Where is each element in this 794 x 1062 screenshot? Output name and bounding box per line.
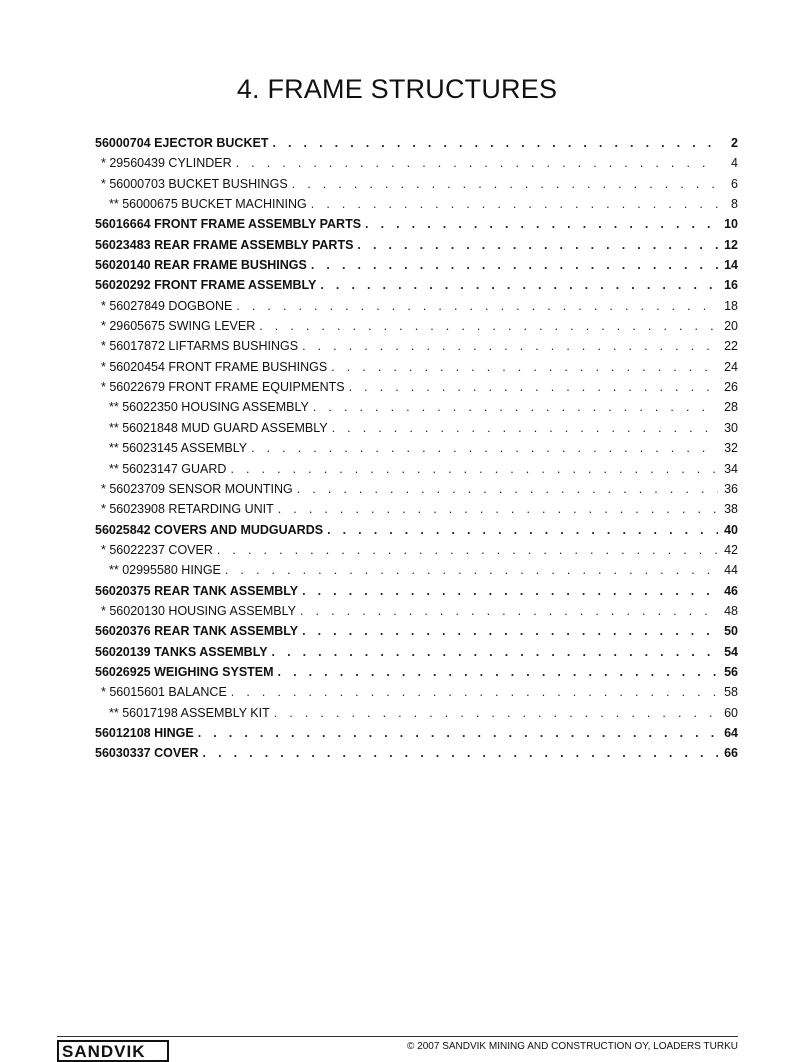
toc-entry[interactable]: [95, 400, 738, 420]
toc-dot-leader: [331, 360, 718, 374]
toc-entry-page-number: 58: [724, 685, 738, 700]
toc-entry[interactable]: [95, 645, 738, 665]
toc-entry-title: ** 56022350 HOUSING ASSEMBLY: [109, 400, 309, 415]
toc-entry[interactable]: [95, 299, 738, 319]
toc-dot-leader: [272, 136, 718, 150]
toc-entry-title: 56023483 REAR FRAME ASSEMBLY PARTS: [95, 237, 354, 252]
toc-entry-page-number: 18: [724, 298, 738, 313]
toc-entry-page-number: 12: [724, 237, 738, 252]
toc-entry-title: ** 02995580 HINGE: [109, 563, 221, 578]
toc-entry[interactable]: [95, 746, 738, 766]
toc-entry[interactable]: [95, 238, 738, 258]
toc-entry[interactable]: [95, 197, 738, 217]
toc-entry-page-number: 40: [724, 522, 738, 537]
toc-entry-title: * 56022237 COVER: [101, 542, 213, 557]
toc-entry-page-number: 6: [731, 176, 738, 191]
page-footer: [57, 1036, 738, 1061]
toc-entry[interactable]: [95, 441, 738, 461]
toc-entry[interactable]: [95, 380, 738, 400]
toc-dot-leader: [217, 543, 718, 557]
toc-entry[interactable]: [95, 502, 738, 522]
toc-dot-leader: [300, 604, 718, 618]
toc-dot-leader: [297, 482, 718, 496]
toc-dot-leader: [230, 462, 718, 476]
toc-dot-leader: [272, 645, 718, 659]
toc-entry-page-number: 48: [724, 603, 738, 618]
toc-entry[interactable]: [95, 278, 738, 298]
toc-entry-page-number: 54: [724, 644, 738, 659]
toc-entry-title: * 56020454 FRONT FRAME BUSHINGS: [101, 359, 328, 374]
toc-entry-page-number: 24: [724, 359, 738, 374]
toc-entry-title: * 29560439 CYLINDER: [101, 156, 232, 171]
toc-entry-page-number: 46: [724, 583, 738, 598]
toc-entry-title: ** 56000675 BUCKET MACHINING: [109, 197, 307, 212]
footer-copyright: © 2007 SANDVIK MINING AND CONSTRUCTION OY, LOADERS TURKU: [407, 1041, 738, 1052]
toc-entry[interactable]: [95, 685, 738, 705]
toc-entry[interactable]: [95, 217, 738, 237]
toc-entry-page-number: 50: [724, 624, 738, 639]
toc-dot-leader: [302, 339, 718, 353]
toc-entry-title: 56030337 COVER: [95, 746, 199, 761]
toc-entry-page-number: 38: [724, 502, 738, 517]
toc-dot-leader: [302, 584, 718, 598]
toc-entry-title: 56012108 HINGE: [95, 725, 194, 740]
toc-entry-page-number: 44: [724, 563, 738, 578]
toc-dot-leader: [302, 624, 718, 638]
toc-dot-leader: [332, 421, 718, 435]
toc-entry[interactable]: [95, 665, 738, 685]
toc-entry-title: ** 56023145 ASSEMBLY: [109, 441, 248, 456]
toc-entry-title: ** 56023147 GUARD: [109, 461, 227, 476]
toc-entry[interactable]: [95, 584, 738, 604]
toc-entry[interactable]: [95, 177, 738, 197]
toc-dot-leader: [203, 746, 718, 760]
toc-entry-title: 56016664 FRONT FRAME ASSEMBLY PARTS: [95, 217, 362, 232]
toc-entry[interactable]: [95, 360, 738, 380]
toc-entry[interactable]: [95, 156, 738, 176]
toc-entry-title: * 56000703 BUCKET BUSHINGS: [101, 176, 288, 191]
toc-entry[interactable]: [95, 339, 738, 359]
toc-dot-leader: [236, 156, 718, 170]
toc-entry-title: 56020376 REAR TANK ASSEMBLY: [95, 624, 299, 639]
toc-dot-leader: [349, 380, 718, 394]
toc-entry[interactable]: [95, 482, 738, 502]
toc-entry-page-number: 30: [724, 420, 738, 435]
toc-entry[interactable]: [95, 136, 738, 156]
toc-dot-leader: [225, 563, 718, 577]
toc-entry[interactable]: [95, 462, 738, 482]
toc-entry-title: 56000704 EJECTOR BUCKET: [95, 136, 269, 150]
toc-entry-page-number: 36: [724, 481, 738, 496]
toc-entry-title: 56026925 WEIGHING SYSTEM: [95, 664, 274, 679]
toc-entry-page-number: 60: [724, 705, 738, 720]
toc-entry[interactable]: [95, 563, 738, 583]
toc-entry-page-number: 32: [724, 441, 738, 456]
toc-entry-title: * 56023908 RETARDING UNIT: [101, 502, 274, 517]
table-of-contents: [95, 136, 738, 767]
toc-dot-leader: [311, 197, 718, 211]
toc-entry-page-number: 66: [724, 746, 738, 761]
toc-entry-page-number: 16: [724, 278, 738, 293]
toc-entry-title: 56020140 REAR FRAME BUSHINGS: [95, 258, 307, 273]
toc-dot-leader: [292, 177, 718, 191]
toc-entry[interactable]: [95, 706, 738, 726]
toc-dot-leader: [320, 278, 718, 292]
toc-entry-page-number: 20: [724, 319, 738, 334]
toc-entry-page-number: 64: [724, 725, 738, 740]
toc-entry-title: 56020375 REAR TANK ASSEMBLY: [95, 583, 299, 598]
toc-entry-title: * 56027849 DOGBONE: [101, 298, 233, 313]
toc-dot-leader: [231, 685, 718, 699]
toc-dot-leader: [327, 523, 718, 537]
toc-dot-leader: [311, 258, 718, 272]
page-title: 4. FRAME STRUCTURES: [236, 74, 558, 104]
toc-entry[interactable]: [95, 258, 738, 278]
toc-entry[interactable]: [95, 421, 738, 441]
toc-entry-title: * 56017872 LIFTARMS BUSHINGS: [101, 339, 299, 354]
toc-entry-title: 56020139 TANKS ASSEMBLY: [95, 644, 268, 659]
toc-dot-leader: [251, 441, 718, 455]
toc-entry-page-number: 56: [724, 664, 738, 679]
toc-entry[interactable]: [95, 604, 738, 624]
toc-entry-page-number: 2: [731, 136, 738, 150]
toc-dot-leader: [313, 400, 718, 414]
toc-entry-page-number: 28: [724, 400, 738, 415]
toc-entry[interactable]: [95, 523, 738, 543]
toc-entry-title: ** 56017198 ASSEMBLY KIT: [109, 705, 270, 720]
toc-entry-title: * 56023709 SENSOR MOUNTING: [101, 481, 293, 496]
toc-dot-leader: [365, 217, 718, 231]
toc-entry-page-number: 22: [724, 339, 738, 354]
sandvik-logo: SANDVIK: [57, 1040, 169, 1062]
toc-entry-title: * 56022679 FRONT FRAME EQUIPMENTS: [101, 380, 345, 395]
toc-dot-leader: [278, 665, 718, 679]
toc-dot-leader: [357, 238, 718, 252]
toc-entry-title: * 56020130 HOUSING ASSEMBLY: [101, 603, 297, 618]
toc-dot-leader: [259, 319, 718, 333]
toc-entry[interactable]: [95, 726, 738, 746]
toc-entry-title: * 29605675 SWING LEVER: [101, 319, 256, 334]
toc-entry-page-number: 4: [731, 156, 738, 171]
toc-dot-leader: [236, 299, 718, 313]
toc-entry-title: ** 56021848 MUD GUARD ASSEMBLY: [109, 420, 328, 435]
toc-dot-leader: [278, 502, 718, 516]
toc-entry[interactable]: [95, 624, 738, 644]
toc-entry-page-number: 14: [724, 258, 738, 273]
toc-entry-page-number: 26: [724, 380, 738, 395]
toc-entry-page-number: 10: [724, 217, 738, 232]
toc-entry-title: 56020292 FRONT FRAME ASSEMBLY: [95, 278, 317, 293]
toc-entry[interactable]: [95, 319, 738, 339]
toc-entry[interactable]: [95, 543, 738, 563]
toc-entry-title: 56025842 COVERS AND MUDGUARDS: [95, 522, 324, 537]
toc-entry-page-number: 34: [724, 461, 738, 476]
toc-dot-leader: [198, 726, 718, 740]
toc-entry-page-number: 42: [724, 542, 738, 557]
toc-entry-title: * 56015601 BALANCE: [101, 685, 227, 700]
toc-dot-leader: [274, 706, 718, 720]
toc-entry-page-number: 8: [731, 197, 738, 212]
